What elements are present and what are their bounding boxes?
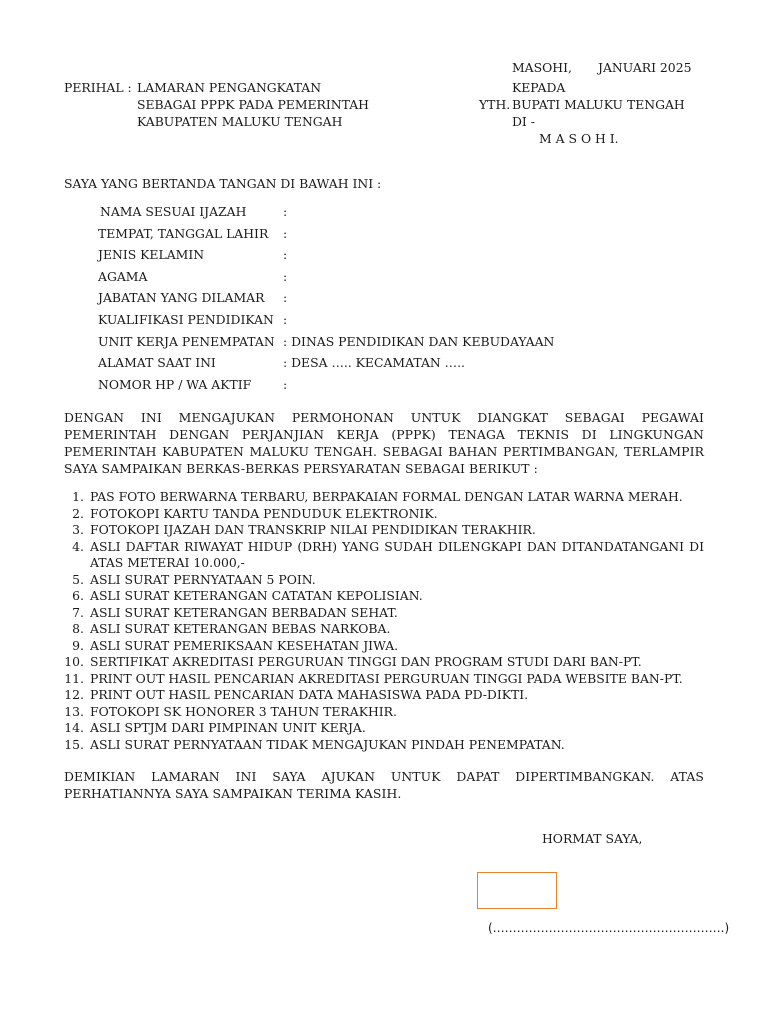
field-value: : [283,268,288,284]
intro-text: SAYA YANG BERTANDA TANGAN DI BAWAH INI : [64,176,382,191]
recipient-to-label: KEPADA [512,80,566,95]
subject-line-1: LAMARAN PENGANGKATAN [137,80,322,95]
list-text: ASLI SURAT PEMERIKSAAN KESEHATAN JIWA. [90,637,399,653]
list-item [64,638,704,655]
field-value: : DESA ….. KECAMATAN ….. [283,355,465,371]
list-number: 15. [64,736,84,752]
list-item [64,737,704,754]
field-label: NAMA SESUAI IJAZAH [100,204,247,219]
list-number: 5. [72,571,84,587]
list-number: 3. [72,522,84,537]
field-value: : DINAS PENDIDIKAN DAN KEBUDAYAAN [283,333,555,349]
field-label: UNIT KERJA PENEMPATAN [98,333,275,349]
signature-greeting: HORMAT SAYA, [542,831,643,846]
list-text: ASLI SURAT PERNYATAAN 5 POIN. [90,571,316,587]
subject-line-3: KABUPATEN MALUKU TENGAH [137,114,343,129]
list-number: 11. [64,670,84,686]
field-label: KUALIFIKASI PENDIDIKAN [98,311,274,327]
list-text: ASLI SURAT PERNYATAAN TIDAK MENGAJUKAN PINDAH PENEMPATAN. [90,736,565,752]
recipient-name: BUPATI MALUKU TENGAH [512,97,685,112]
field-label: JENIS KELAMIN [98,247,205,263]
list-number: 13. [64,703,84,719]
signature-name-line: (………………………………………………….) [488,921,730,935]
list-item [64,654,704,671]
list-item [64,506,704,523]
letter-date: JANUARI 2025 [598,60,692,75]
list-item [64,687,704,704]
list-item [64,588,704,605]
list-text: ASLI SURAT KETERANGAN CATATAN KEPOLISIAN. [90,588,423,603]
letter-place: MASOHI, [512,60,572,75]
field-label: ALAMAT SAAT INI [98,355,216,371]
requirements-list [64,489,704,753]
recipient-yth: YTH. [479,97,511,112]
list-item [64,605,704,622]
list-number: 1. [72,489,84,504]
list-item [64,720,704,737]
field-value: : [283,376,288,392]
list-number: 9. [72,637,84,653]
field-value: : [283,311,288,327]
list-text: ASLI SURAT KETERANGAN BEBAS NARKOBA. [90,621,391,636]
list-text: SERTIFIKAT AKREDITASI PERGURUAN TINGGI DAN PROGRAM STUDI DARI BAN-PT. [90,654,642,669]
list-text: FOTOKOPI SK HONORER 3 TAHUN TERAKHIR. [90,703,397,719]
list-text: PRINT OUT HASIL PENCARIAN AKREDITASI PERGURUAN TINGGI PADA WEBSITE BAN-PT. [90,670,683,686]
list-number: 6. [72,588,84,603]
list-item [64,621,704,638]
list-number: 12. [64,687,84,702]
field-value: : [283,204,288,219]
field-value: : [283,290,288,306]
list-text: ASLI DAFTAR RIWAYAT HIDUP (DRH) YANG SUDAH DILENGKAPI DAN DITANDATANGANI DI ATAS METERAI 10.000,- [90,538,704,570]
subject-label: PERIHAL : [64,80,132,95]
list-item [64,539,704,572]
field-value: : [283,247,288,263]
list-number: 2. [72,505,84,521]
field-value: : [283,225,288,241]
list-number: 7. [72,604,84,620]
list-text: PRINT OUT HASIL PENCARIAN DATA MAHASISWA PADA PD-DIKTI. [90,687,529,702]
list-text: ASLI SPTJM DARI PIMPINAN UNIT KERJA. [90,720,366,735]
body-paragraph: DENGAN INI MENGAJUKAN PERMOHONAN UNTUK DIANGKAT SEBAGAI PEGAWAI PEMERINTAH DENGAN PERJANJIAN KERJA (PPPK) TENAGA TEKNIS DI LINGKUNGAN PEMERINTAH KABUPATEN MALUKU TENGAH. SEBAGAI BAHAN PERTIMBANGAN, TERLAMPIR SAYA SAMPAIKAN BERKAS-BERKAS PERSYARATAN SEBAGAI BERIKUT : [64,410,704,476]
field-label: NOMOR HP / WA AKTIF [98,376,252,392]
stamp-placeholder-box [477,872,557,909]
subject-line-2: SEBAGAI PPPK PADA PEMERINTAH [137,97,369,112]
field-label: AGAMA [98,268,148,284]
list-text: FOTOKOPI KARTU TANDA PENDUDUK ELEKTRONIK. [90,505,438,521]
recipient-di: DI - [512,114,535,129]
recipient-city: M A S O H I. [539,131,619,146]
list-item [64,489,704,506]
closing-paragraph: DEMIKIAN LAMARAN INI SAYA AJUKAN UNTUK DAPAT DIPERTIMBANGKAN. ATAS PERHATIANNYA SAYA SAMPAIKAN TERIMA KASIH. [64,769,704,801]
list-number: 4. [72,538,84,554]
list-item [64,671,704,688]
list-number: 14. [64,720,84,735]
list-item [64,522,704,539]
list-number: 8. [72,621,84,636]
list-item [64,572,704,589]
list-text: FOTOKOPI IJAZAH DAN TRANSKRIP NILAI PENDIDIKAN TERAKHIR. [90,522,536,537]
list-item [64,704,704,721]
field-label: JABATAN YANG DILAMAR [98,290,265,306]
list-text: PAS FOTO BERWARNA TERBARU, BERPAKAIAN FORMAL DENGAN LATAR WARNA MERAH. [90,489,683,504]
list-text: ASLI SURAT KETERANGAN BERBADAN SEHAT. [90,604,398,620]
field-label: TEMPAT, TANGGAL LAHIR [98,225,269,241]
list-number: 10. [64,654,84,669]
